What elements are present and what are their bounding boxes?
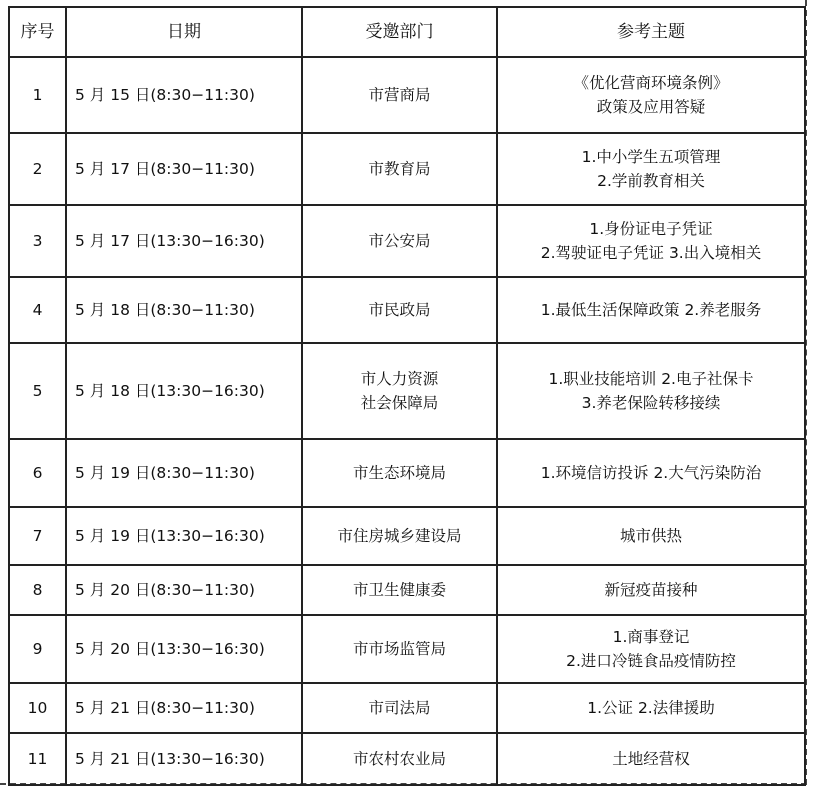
header-dept: 受邀部门 <box>302 7 497 57</box>
table-row <box>9 133 805 205</box>
dept-line: 市民政局 <box>368 301 431 319</box>
dept-line: 市住房城乡建设局 <box>337 527 462 545</box>
cell-dept <box>302 565 497 615</box>
table-row <box>9 507 805 565</box>
dept-line: 市公安局 <box>368 232 431 250</box>
topic-line: 新冠疫苗接种 <box>604 581 698 599</box>
dept-line: 市农村农业局 <box>352 750 446 768</box>
cell-topic <box>497 277 805 343</box>
cell-seq: 5 <box>9 343 66 439</box>
table-row <box>9 615 805 683</box>
cell-topic <box>497 57 805 133</box>
topic-line: 1.中小学生五项管理 <box>581 148 721 166</box>
dept-line: 市司法局 <box>368 699 431 717</box>
cell-seq: 11 <box>9 733 66 785</box>
cell-seq: 3 <box>9 205 66 277</box>
cell-dept <box>302 277 497 343</box>
header-topic: 参考主题 <box>497 7 805 57</box>
topic-line: 2.进口冷链食品疫情防控 <box>566 652 736 670</box>
cell-date: 5 月 20 日(8:30−11:30) <box>66 565 302 615</box>
cell-topic <box>497 615 805 683</box>
header-seq: 序号 <box>9 7 66 57</box>
cell-date: 5 月 21 日(8:30−11:30) <box>66 683 302 733</box>
cell-topic <box>497 343 805 439</box>
cell-seq: 1 <box>9 57 66 133</box>
cell-topic <box>497 439 805 507</box>
header-row <box>9 7 805 57</box>
cell-dept <box>302 205 497 277</box>
dept-line: 市教育局 <box>368 160 431 178</box>
topic-line: 政策及应用答疑 <box>596 98 706 116</box>
cell-dept <box>302 507 497 565</box>
cell-topic <box>497 205 805 277</box>
schedule-body <box>9 57 805 785</box>
cell-seq: 6 <box>9 439 66 507</box>
topic-line: 城市供热 <box>619 527 682 545</box>
topic-line: 2.学前教育相关 <box>597 172 705 190</box>
table-row <box>9 683 805 733</box>
cell-date: 5 月 20 日(13:30−16:30) <box>66 615 302 683</box>
table-row <box>9 343 805 439</box>
cell-date: 5 月 18 日(8:30−11:30) <box>66 277 302 343</box>
topic-line: 3.养老保险转移接续 <box>581 394 721 412</box>
table-row <box>9 57 805 133</box>
topic-line: 1.商事登记 <box>612 628 690 646</box>
dept-line: 市卫生健康委 <box>352 581 446 599</box>
cell-dept <box>302 615 497 683</box>
cell-dept <box>302 683 497 733</box>
cell-topic <box>497 507 805 565</box>
cell-dept <box>302 343 497 439</box>
dept-line: 市生态环境局 <box>352 464 446 482</box>
cell-seq: 2 <box>9 133 66 205</box>
topic-line: 1.职业技能培训 2.电子社保卡 <box>548 370 754 388</box>
cell-dept <box>302 439 497 507</box>
cell-date: 5 月 19 日(8:30−11:30) <box>66 439 302 507</box>
cell-seq: 8 <box>9 565 66 615</box>
table-row <box>9 439 805 507</box>
cell-date: 5 月 19 日(13:30−16:30) <box>66 507 302 565</box>
cell-date: 5 月 17 日(8:30−11:30) <box>66 133 302 205</box>
table-row <box>9 205 805 277</box>
cell-date: 5 月 17 日(13:30−16:30) <box>66 205 302 277</box>
cell-dept <box>302 57 497 133</box>
cell-date: 5 月 21 日(13:30−16:30) <box>66 733 302 785</box>
topic-line: 土地经营权 <box>612 750 690 768</box>
cell-topic <box>497 133 805 205</box>
cell-dept <box>302 733 497 785</box>
table-row <box>9 565 805 615</box>
table-row <box>9 277 805 343</box>
dept-line: 市营商局 <box>368 86 431 104</box>
dept-line: 市人力资源 <box>360 370 439 388</box>
cell-topic <box>497 565 805 615</box>
cell-dept <box>302 133 497 205</box>
cell-seq: 4 <box>9 277 66 343</box>
cell-seq: 7 <box>9 507 66 565</box>
cell-seq: 9 <box>9 615 66 683</box>
table-row <box>9 733 805 785</box>
cell-topic <box>497 733 805 785</box>
topic-line: 1.环境信访投诉 2.大气污染防治 <box>540 464 762 482</box>
topic-line: 1.公证 2.法律援助 <box>587 699 715 717</box>
topic-line: 1.身份证电子凭证 <box>589 220 713 238</box>
header-date: 日期 <box>66 7 302 57</box>
topic-line: 2.驾驶证电子凭证 3.出入境相关 <box>540 244 762 262</box>
dept-line: 市市场监管局 <box>352 640 446 658</box>
cell-date: 5 月 18 日(13:30−16:30) <box>66 343 302 439</box>
topic-line: 《优化营商环境条例》 <box>573 74 729 92</box>
cell-seq: 10 <box>9 683 66 733</box>
cell-topic <box>497 683 805 733</box>
dept-line: 社会保障局 <box>360 394 439 412</box>
topic-line: 1.最低生活保障政策 2.养老服务 <box>540 301 762 319</box>
schedule-table <box>8 6 806 786</box>
cell-date: 5 月 15 日(8:30−11:30) <box>66 57 302 133</box>
